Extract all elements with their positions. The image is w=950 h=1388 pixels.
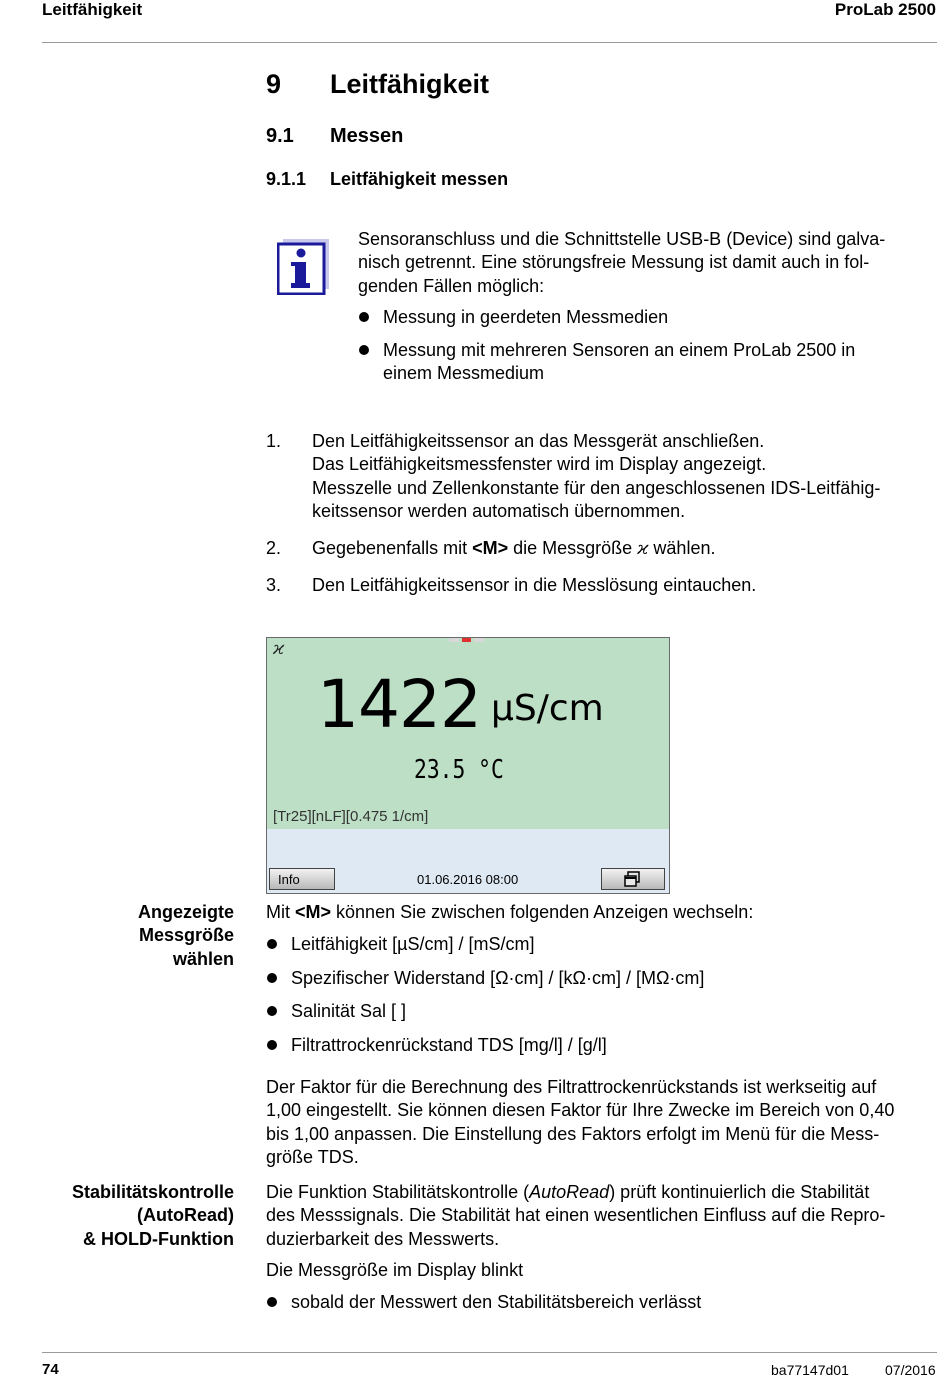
bullet-icon (359, 312, 369, 322)
chapter-title: Leitfähigkeit (330, 69, 490, 99)
window-icon (602, 869, 664, 889)
select-intro: Mit <M> können Sie zwischen folgenden Anzeigen wechseln: (266, 902, 754, 922)
doc-date: 07/2016 (885, 1362, 936, 1378)
footer-rule (42, 1352, 937, 1353)
display-symbol: ϰ (273, 638, 285, 659)
side-label-autoread: Stabilitätskontrolle (AutoRead) & HOLD-Funktion (71, 1182, 234, 1249)
display-status-line: [Tr25][nLF][0.475 1/cm] (273, 808, 429, 825)
tds-factor-paragraph: Der Faktor für die Berechnung des Filtrattrockenrückstands ist werkseitig auf 1,00 eingestellt. Sie können diesen Faktor für Ihre Zwecke im Bereich von 0,40 bis 1,00 anpassen. Die Einstellung des Faktors erfolgt im Menü für die Mess- größe TDS. (266, 1077, 895, 1168)
step-number: 1. (266, 431, 282, 451)
step-2-text: Gegebenenfalls mit <M> die Messgröße ϰ wählen. (312, 538, 716, 559)
bullet-icon (267, 1040, 277, 1050)
step-number: 2. (266, 538, 282, 558)
header-left: Leitfähigkeit (42, 0, 143, 19)
autoread-blink-text: Die Messgröße im Display blinkt (266, 1260, 524, 1280)
window-softkey-button[interactable] (601, 868, 665, 890)
section-number: 9.1 (266, 125, 294, 147)
display-unit: µS/cm (491, 688, 604, 729)
side-label-select: Angezeigte Messgröße wählen (137, 902, 234, 969)
select-bullet-1: Leitfähigkeit [µS/cm] / [mS/cm] (291, 934, 535, 954)
step-3-text: Den Leitfähigkeitssensor in die Messlösung eintauchen. (312, 575, 757, 595)
info-bullet-1: Messung in geerdeten Messmedien (383, 307, 669, 327)
autoread-paragraph: Die Funktion Stabilitätskontrolle (AutoRead) prüft kontinuierlich die Stabilität des Messsignals. Die Stabilität hat einen wesentlichen Einfluss auf die Repro- duzierbarkeit des Messwerts. (266, 1182, 886, 1249)
bullet-icon (267, 1006, 277, 1016)
section-title: Messen (330, 125, 404, 147)
bullet-icon (359, 345, 369, 355)
doc-number: ba77147d01 (771, 1362, 849, 1378)
bullet-icon (267, 1297, 277, 1307)
info-bullet-2: Messung mit mehreren Sensoren an einem ProLab 2500 in einem Messmedium (383, 340, 856, 384)
step-number: 3. (266, 575, 282, 595)
header-right: ProLab 2500 (834, 0, 936, 19)
display-temperature: 23.5 °C (414, 755, 504, 785)
info-softkey-button[interactable]: Info (269, 868, 335, 890)
status-marker-icon (449, 638, 485, 642)
select-bullet-2: Spezifischer Widerstand [Ω·cm] / [kΩ·cm] / [MΩ·cm] (291, 968, 705, 988)
chapter-number: 9 (266, 69, 282, 99)
display-datetime: 01.06.2016 08:00 (417, 872, 519, 887)
info-icon (277, 239, 329, 295)
meter-display (266, 637, 670, 894)
subsection-number: 9.1.1 (266, 169, 307, 189)
info-note-text: Sensoranschluss und die Schnittstelle USB-B (Device) sind galva- nisch getrennt. Eine störungsfreie Messung ist damit auch in fol- genden Fällen möglich: (358, 229, 886, 296)
bullet-icon (267, 973, 277, 983)
header-rule (42, 42, 937, 43)
step-1-text: Den Leitfähigkeitssensor an das Messgerät anschließen. Das Leitfähigkeitsmessfenster wird im Display angezeigt. Messzelle und Zellenkonstante für den angeschlossenen IDS-Leitfähig- keitssensor werden automatisch übernommen. (312, 431, 881, 522)
subsection-title: Leitfähigkeit messen (330, 169, 509, 189)
page-number: 74 (42, 1361, 59, 1378)
autoread-bullet: sobald der Messwert den Stabilitätsbereich verlässt (291, 1292, 702, 1312)
select-bullet-4: Filtrattrockenrückstand TDS [mg/l] / [g/l] (291, 1035, 607, 1055)
bullet-icon (267, 939, 277, 949)
display-value: 1422 (317, 666, 481, 743)
select-bullet-3: Salinität Sal [ ] (291, 1001, 407, 1021)
